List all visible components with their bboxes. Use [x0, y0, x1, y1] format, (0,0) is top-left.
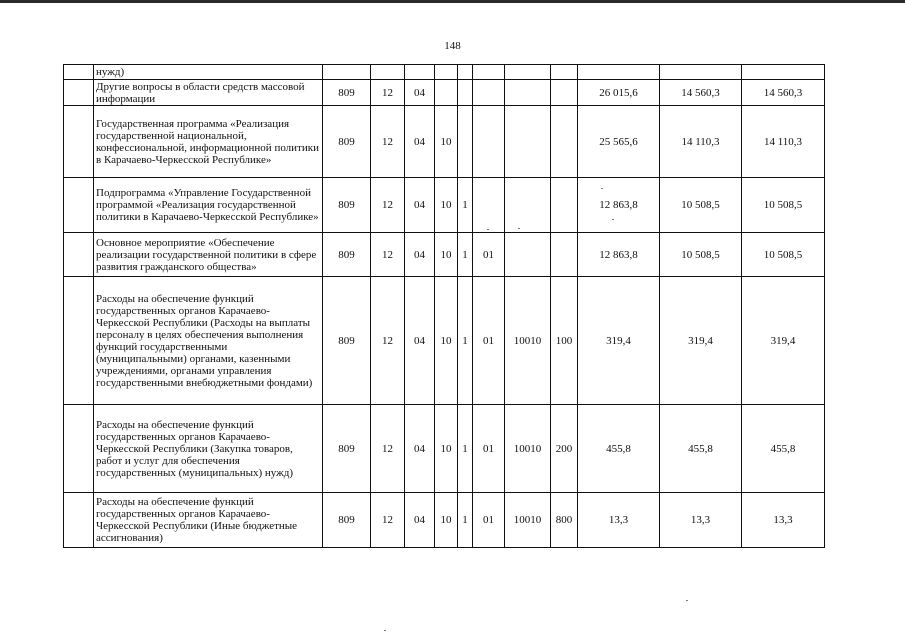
cell-p1: 10	[435, 233, 458, 277]
cell-blank	[64, 178, 94, 233]
cell-p4: 10010	[505, 405, 551, 493]
cell-p1: 10	[435, 106, 458, 178]
cell-p3: 01	[473, 405, 505, 493]
cell-ved	[323, 65, 371, 80]
cell-s2: 14 560,3	[660, 80, 742, 106]
cell-s2	[660, 65, 742, 80]
cell-p2	[458, 106, 473, 178]
cell-s3	[742, 65, 825, 80]
cell-p3: 01	[473, 233, 505, 277]
cell-ved: 809	[323, 277, 371, 405]
scan-speck	[601, 188, 603, 189]
cell-p1: 10	[435, 277, 458, 405]
cell-p4	[505, 233, 551, 277]
cell-s3: 319,4	[742, 277, 825, 405]
cell-vr	[551, 106, 578, 178]
cell-p1	[435, 65, 458, 80]
table-row	[64, 178, 825, 233]
cell-pr: 04	[405, 233, 435, 277]
cell-s1: 12 863,8	[578, 178, 660, 233]
cell-p3	[473, 80, 505, 106]
cell-p4	[505, 178, 551, 233]
cell-name: Основное мероприятие «Обеспечение реализации государственной политики в сфере развития гражданского общества»	[94, 233, 323, 277]
cell-s3: 14 560,3	[742, 80, 825, 106]
cell-s3: 13,3	[742, 493, 825, 548]
cell-name: Расходы на обеспечение функций государственных органов Карачаево-Черкесской Республики (Иные бюджетные ассигнования)	[94, 493, 323, 548]
cell-blank	[64, 277, 94, 405]
cell-blank	[64, 106, 94, 178]
cell-name: Подпрограмма «Управление Государственной программой «Реализация государственной политики в Карачаево-Черкесской Республике»	[94, 178, 323, 233]
cell-s3: 455,8	[742, 405, 825, 493]
budget-table	[63, 64, 825, 548]
cell-blank	[64, 65, 94, 80]
cell-name: Государственная программа «Реализация государственной национальной, конфессиональной, информационной политики в Карачаево-Черкесской Республике»	[94, 106, 323, 178]
cell-p4	[505, 80, 551, 106]
cell-rz: 12	[371, 80, 405, 106]
cell-pr: 04	[405, 493, 435, 548]
cell-blank	[64, 493, 94, 548]
cell-s2: 13,3	[660, 493, 742, 548]
cell-vr	[551, 80, 578, 106]
cell-name: нужд)	[94, 65, 323, 80]
cell-vr: 800	[551, 493, 578, 548]
cell-pr: 04	[405, 277, 435, 405]
cell-p1: 10	[435, 405, 458, 493]
cell-p3: 01	[473, 277, 505, 405]
cell-name: Расходы на обеспечение функций государственных органов Карачаево-Черкесской Республики (Расходы на выплаты персоналу в целях обеспечения выполнения функций государственными (муниципальными) органами, казенными учреждениями, органами управления государственными внебюджетными фондами)	[94, 277, 323, 405]
page-number: 148	[444, 40, 461, 52]
cell-vr: 100	[551, 277, 578, 405]
cell-s3: 10 508,5	[742, 178, 825, 233]
cell-vr	[551, 178, 578, 233]
cell-p1	[435, 80, 458, 106]
cell-ved: 809	[323, 80, 371, 106]
cell-s2: 319,4	[660, 277, 742, 405]
cell-blank	[64, 405, 94, 493]
cell-p4	[505, 106, 551, 178]
cell-s2: 10 508,5	[660, 233, 742, 277]
table-row	[64, 65, 825, 80]
cell-s1: 25 565,6	[578, 106, 660, 178]
cell-pr: 04	[405, 178, 435, 233]
cell-s1: 26 015,6	[578, 80, 660, 106]
cell-p4: 10010	[505, 493, 551, 548]
scan-speck	[384, 630, 386, 631]
cell-s2: 10 508,5	[660, 178, 742, 233]
table-row	[64, 405, 825, 493]
cell-p2: 1	[458, 493, 473, 548]
cell-blank	[64, 80, 94, 106]
cell-s3: 14 110,3	[742, 106, 825, 178]
cell-ved: 809	[323, 106, 371, 178]
cell-name: Расходы на обеспечение функций государственных органов Карачаево-Черкесской Республики (Закупка товаров, работ и услуг для обеспечения государственных (муниципальных) нужд)	[94, 405, 323, 493]
cell-p3	[473, 65, 505, 80]
cell-vr: 200	[551, 405, 578, 493]
cell-s1: 319,4	[578, 277, 660, 405]
cell-rz	[371, 65, 405, 80]
cell-s3: 10 508,5	[742, 233, 825, 277]
cell-s2: 455,8	[660, 405, 742, 493]
cell-pr: 04	[405, 106, 435, 178]
cell-pr	[405, 65, 435, 80]
cell-p1: 10	[435, 493, 458, 548]
cell-s1: 13,3	[578, 493, 660, 548]
cell-p3	[473, 178, 505, 233]
cell-vr	[551, 233, 578, 277]
cell-p1: 10	[435, 178, 458, 233]
table-row	[64, 106, 825, 178]
cell-pr: 04	[405, 80, 435, 106]
cell-s1	[578, 65, 660, 80]
scan-speck	[612, 219, 614, 220]
cell-p2	[458, 80, 473, 106]
cell-rz: 12	[371, 405, 405, 493]
cell-p2: 1	[458, 178, 473, 233]
cell-blank	[64, 233, 94, 277]
cell-p2: 1	[458, 233, 473, 277]
cell-pr: 04	[405, 405, 435, 493]
cell-name: Другие вопросы в области средств массовой информации	[94, 80, 323, 106]
cell-s1: 455,8	[578, 405, 660, 493]
cell-p2: 1	[458, 277, 473, 405]
cell-rz: 12	[371, 233, 405, 277]
scan-edge	[0, 0, 905, 3]
table-row	[64, 80, 825, 106]
cell-s1: 12 863,8	[578, 233, 660, 277]
cell-rz: 12	[371, 493, 405, 548]
cell-p2: 1	[458, 405, 473, 493]
scan-speck	[487, 229, 489, 230]
cell-rz: 12	[371, 106, 405, 178]
cell-p2	[458, 65, 473, 80]
cell-vr	[551, 65, 578, 80]
cell-p4: 10010	[505, 277, 551, 405]
cell-ved: 809	[323, 178, 371, 233]
cell-rz: 12	[371, 277, 405, 405]
table-row	[64, 233, 825, 277]
cell-s2: 14 110,3	[660, 106, 742, 178]
cell-p4	[505, 65, 551, 80]
table-row	[64, 277, 825, 405]
scan-speck	[686, 600, 688, 601]
table-row	[64, 493, 825, 548]
cell-p3: 01	[473, 493, 505, 548]
scan-speck	[518, 228, 520, 229]
cell-ved: 809	[323, 233, 371, 277]
cell-rz: 12	[371, 178, 405, 233]
cell-ved: 809	[323, 493, 371, 548]
cell-p3	[473, 106, 505, 178]
cell-ved: 809	[323, 405, 371, 493]
